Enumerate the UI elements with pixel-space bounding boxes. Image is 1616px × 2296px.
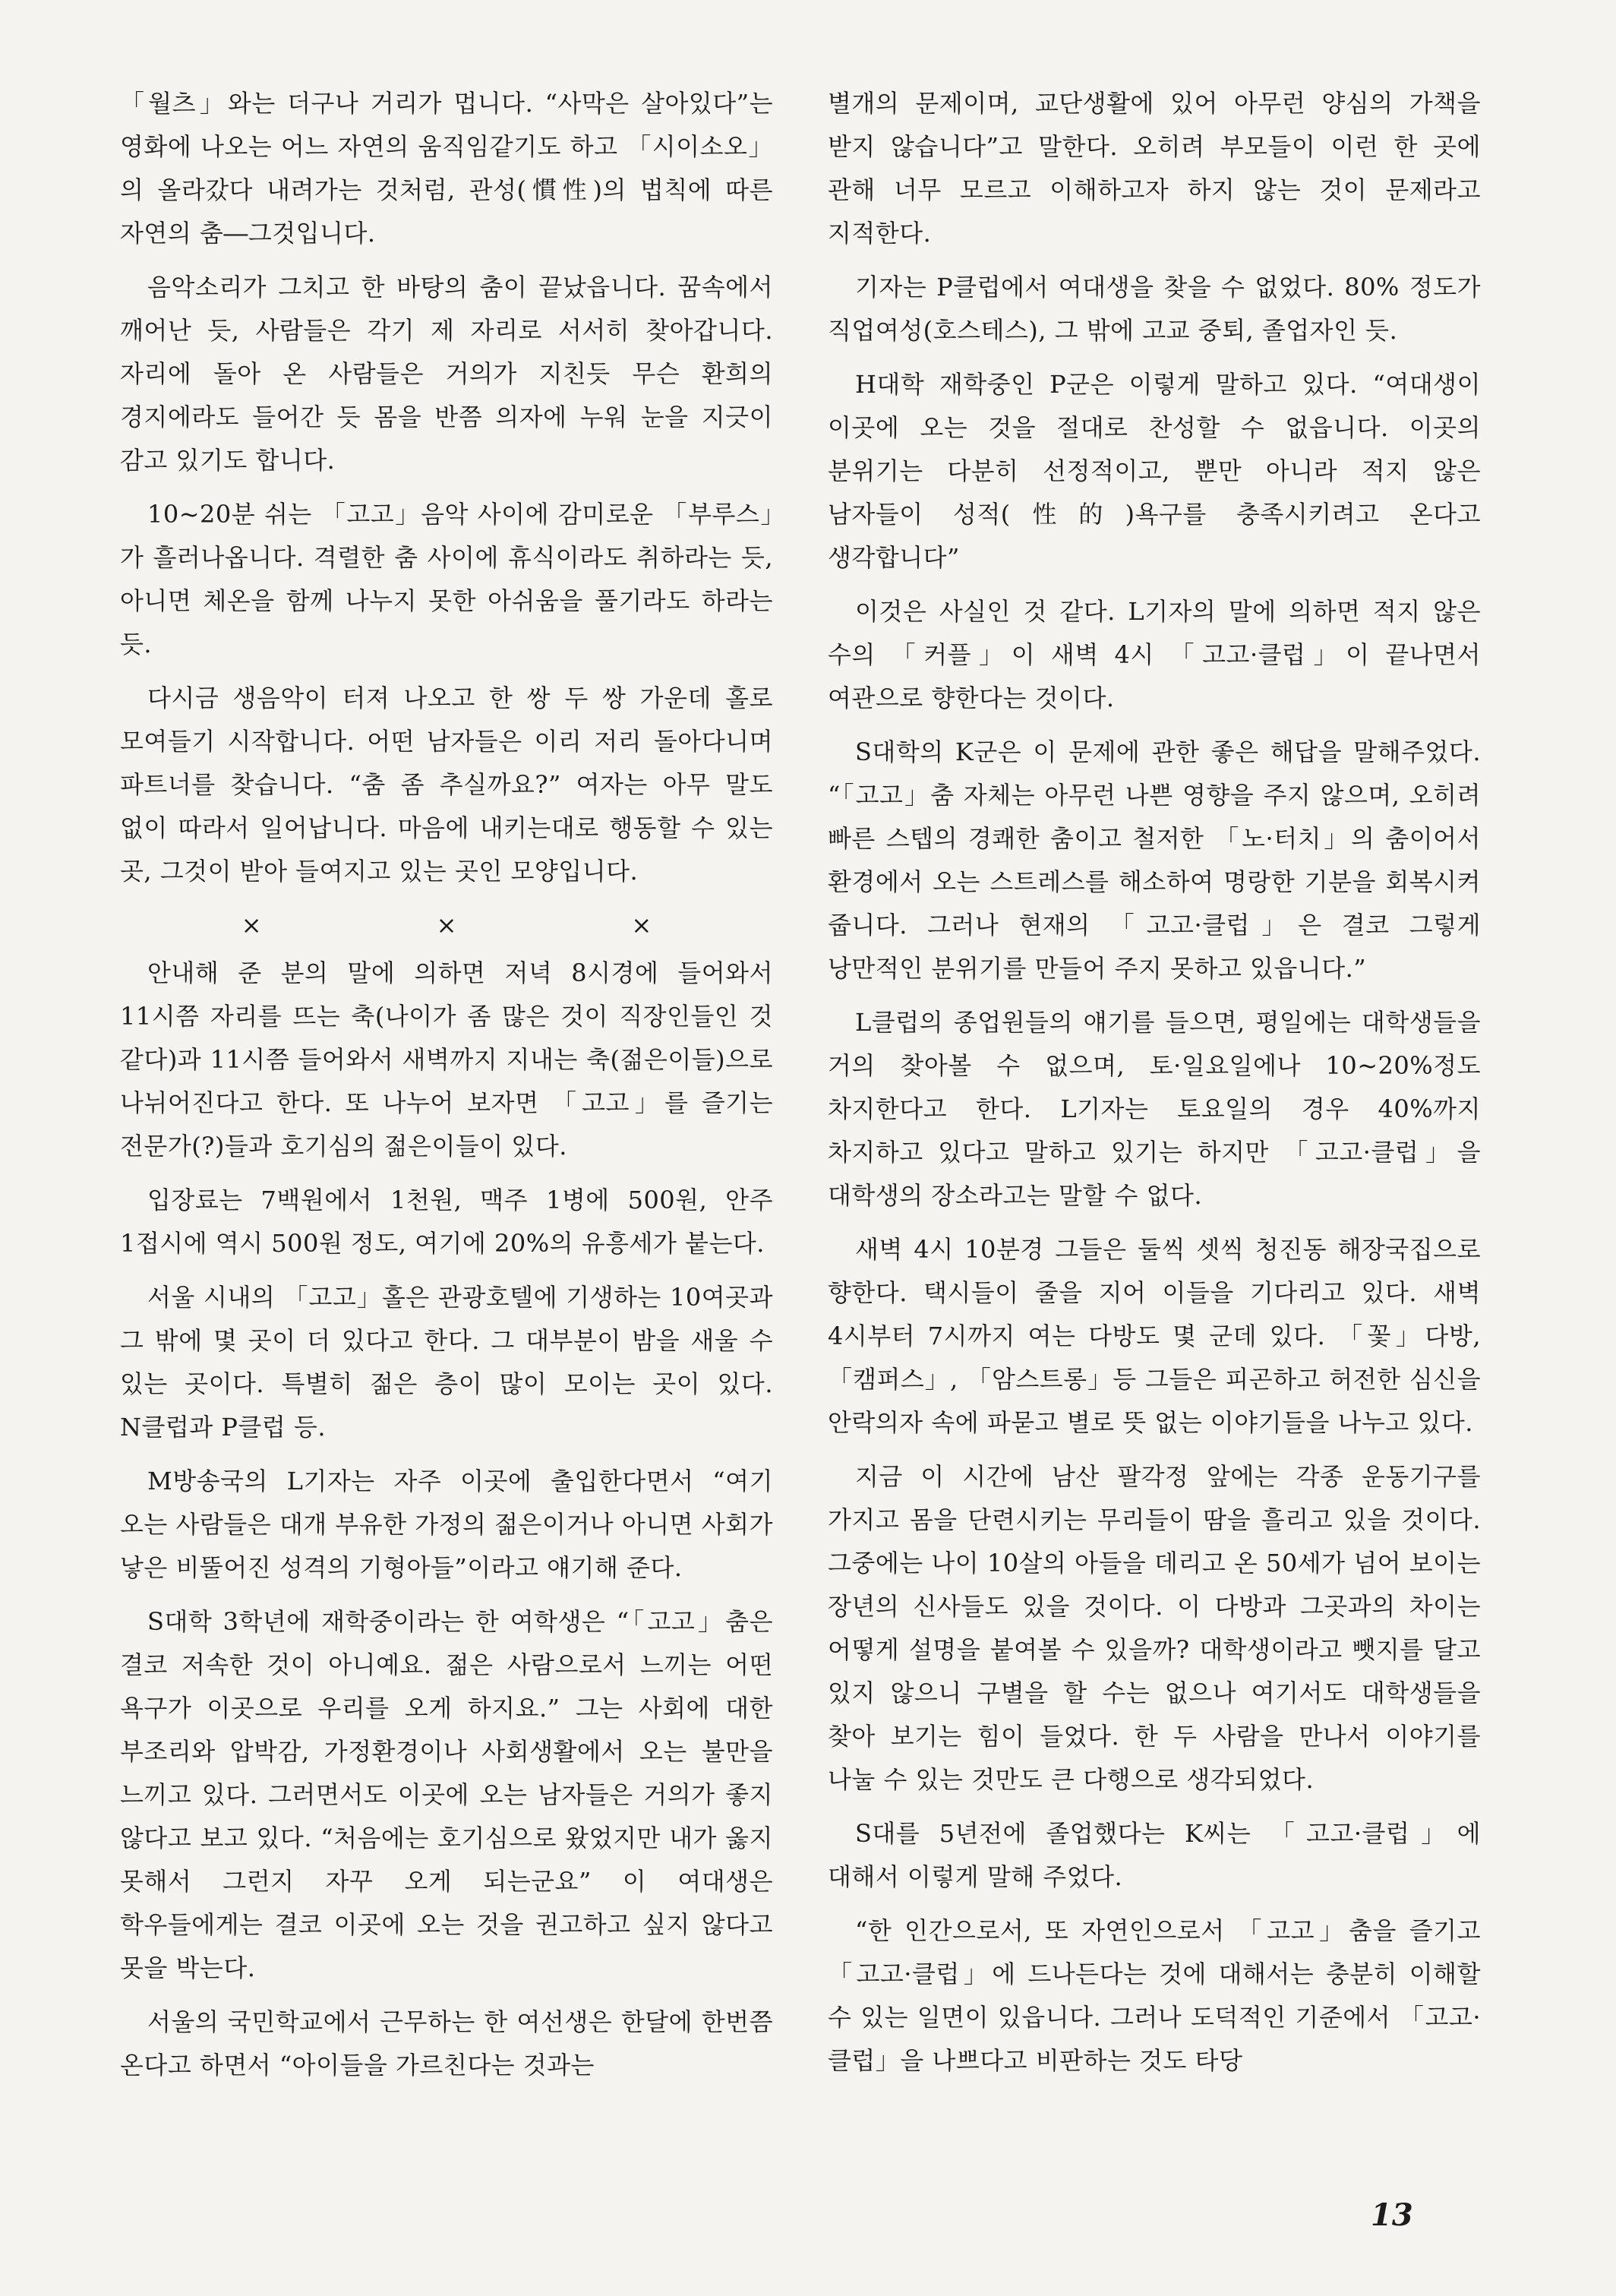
paragraph: 안내해 준 분의 말에 의하면 저녁 8시경에 들어와서 11시쯤 자리를 뜨는 축(나이가 좀 많은 것이 직장인들인 것 같다)과 11시쯤 들어와서 새벽까지 지내는 축(젊은이들)으로 나뉘어진다고 한다. 또 나누어 보자면 「고고」를 즐기는 전문가(?)들과 호기심의 젊은이들이 있다. — [120, 959, 773, 1161]
paragraph: 기자는 P클럽에서 여대생을 찾을 수 없었다. 80% 정도가 직업여성(호스테스), 그 밖에 고교 중퇴, 졸업자인 듯. — [828, 273, 1481, 345]
paragraph: 새벽 4시 10분경 그들은 둘씩 셋씩 청진동 해장국집으로 향한다. 택시들이 줄을 지어 이들을 기다리고 있다. 새벽 4시부터 7시까지 여는 다방도 몇 군데 있다. 「꽃」다방, 「캠퍼스」, 「암스트롱」등 그들은 피곤하고 허전한 심신을 안락의자 속에 파묻고 별로 뜻 없는 이야기들을 나누고 있다. — [828, 1235, 1481, 1437]
separator-mark: × — [631, 911, 652, 940]
paragraph: 지금 이 시간에 남산 팔각정 앞에는 각종 운동기구를 가지고 몸을 단련시키는 무리들이 땀을 흘리고 있을 것이다. 그중에는 나이 10살의 아들을 데리고 온 50세가 넘어 보이는 장년의 신사들도 있을 것이다. 이 다방과 그곳과의 차이는 어떻게 설명을 붙여볼 수 있을까? 대학생이라고 뺏지를 달고 있지 않으니 구별을 할 수는 없으나 여기서도 대학생들을 찾아 보기는 힘이 들었다. 한 두 사람을 만나서 이야기를 나눌 수 있는 것만도 큰 다행으로 생각되었다. — [828, 1462, 1481, 1794]
paragraph: S대학 3학년에 재학중이라는 한 여학생은 “「고고」춤은 결코 저속한 것이 아니예요. 젊은 사람으로서 느끼는 어떤 욕구가 이곳으로 우리를 오게 하지요.” 그는 사회에 대한 부조리와 압박감, 가정환경이나 사회생활에서 오는 불만을 느끼고 있다. 그러면서도 이곳에 오는 남자들은 거의가 좋지 않다고 보고 있다. “처음에는 호기심으로 왔었지만 내가 옳지 못해서 그런지 자꾸 오게 되는군요” 이 여대생은 학우들에게는 결코 이곳에 오는 것을 권고하고 싶지 않다고 못을 박는다. — [120, 1607, 773, 1982]
paragraph: 입장료는 7백원에서 1천원, 맥주 1병에 500원, 안주 1접시에 역시 500원 정도, 여기에 20%의 유흥세가 붙는다. — [120, 1186, 773, 1258]
left-column — [120, 82, 773, 2098]
paragraph: H대학 재학중인 P군은 이렇게 말하고 있다. “여대생이 이곳에 오는 것을 절대로 찬성할 수 없읍니다. 이곳의 분위기는 다분히 선정적이고, 뿐만 아니라 적지 않은 남자들이 성적(性的)욕구를 충족시키려고 온다고 생각합니다” — [828, 370, 1481, 572]
paragraph: “한 인간으로서, 또 자연인으로서 「고고」춤을 즐기고 「고고·클럽」에 드나든다는 것에 대해서는 충분히 이해할 수 있는 일면이 있읍니다. 그러나 도덕적인 기준에서 「고고·클럽」을 나쁘다고 비판하는 것도 타당 — [828, 1916, 1481, 2075]
separator-mark: × — [436, 911, 457, 940]
paragraph: S대학의 K군은 이 문제에 관한 좋은 해답을 말해주었다. “「고고」춤 자체는 아무런 나쁜 영향을 주지 않으며, 오히려 빠른 스텝의 경쾌한 춤이고 철저한 「노·터치」의 춤이어서 환경에서 오는 스트레스를 해소하여 명랑한 기분을 회복시켜 줍니다. 그러나 현재의 「고고·클럽」은 결코 그렇게 낭만적인 분위기를 만들어 주지 못하고 있읍니다.” — [828, 737, 1481, 983]
separator-mark: × — [241, 911, 262, 940]
paragraph: S대를 5년전에 졸업했다는 K씨는 「고고·클럽」에 대해서 이렇게 말해 주었다. — [828, 1819, 1481, 1891]
paragraph: 이것은 사실인 것 같다. L기자의 말에 의하면 적지 않은 수의 「커플」이 새벽 4시 「고고·클럽」이 끝나면서 여관으로 향한다는 것이다. — [828, 597, 1481, 712]
paragraph: 10~20분 쉬는 「고고」음악 사이에 감미로운 「부루스」가 흘러나옵니다. 격렬한 춤 사이에 휴식이라도 취하라는 듯, 아니면 체온을 함께 나누지 못한 아쉬움을 풀기라도 하라는 듯. — [120, 500, 773, 658]
paragraph: 「월츠」와는 더구나 거리가 멉니다. “사막은 살아있다”는 영화에 나오는 어느 자연의 움직임같기도 하고 「시이소오」의 올라갔다 내려가는 것처럼, 관성(慣性)의 법칙에 따른 자연의 춤―그것입니다. — [120, 89, 773, 248]
paragraph: L클럽의 종업원들의 얘기를 들으면, 평일에는 대학생들을 거의 찾아볼 수 없으며, 토·일요일에나 10~20%정도 차지한다고 한다. L기자는 토요일의 경우 40%까지 차지하고 있다고 말하고 있기는 하지만 「고고·클럽」을 대학생의 장소라고는 말할 수 없다. — [828, 1008, 1481, 1210]
page-number: 13 — [1371, 2197, 1413, 2233]
paragraph: M방송국의 L기자는 자주 이곳에 출입한다면서 “여기 오는 사람들은 대개 부유한 가정의 젊은이거나 아니면 사회가 낳은 비뚤어진 성격의 기형아들”이라고 얘기해 준다. — [120, 1467, 774, 1582]
right-column — [828, 82, 1481, 2093]
paragraph: 서울의 국민학교에서 근무하는 한 여선생은 한달에 한번쯤 온다고 하면서 “아이들을 가르친다는 것과는 — [120, 2007, 773, 2080]
paragraph: 별개의 문제이며, 교단생활에 있어 아무런 양심의 가책을 받지 않습니다”고 말한다. 오히려 부모들이 이런 한 곳에 관해 너무 모르고 이해하고자 하지 않는 것이 문제라고 지적한다. — [828, 89, 1481, 248]
paragraph: 다시금 생음악이 터져 나오고 한 쌍 두 쌍 가운데 홀로 모여들기 시작합니다. 어떤 남자들은 이리 저리 돌아다니며 파트너를 찾습니다. “춤 좀 추실까요?” 여자는 아무 말도 없이 따라서 일어납니다. 마음에 내키는대로 행동할 수 있는 곳, 그것이 받아 들여지고 있는 곳인 모양입니다. — [120, 684, 773, 886]
paragraph: 음악소리가 그치고 한 바탕의 춤이 끝났읍니다. 꿈속에서 깨어난 듯, 사람들은 각기 제 자리로 서서히 찾아갑니다. 자리에 돌아 온 사람들은 거의가 지친듯 무슨 환희의 경지에라도 들어간 듯 몸을 반쯤 의자에 누워 눈을 지긋이 감고 있기도 합니다. — [120, 273, 773, 475]
paragraph: 서울 시내의 「고고」홀은 관광호텔에 기생하는 10여곳과 그 밖에 몇 곳이 더 있다고 한다. 그 대부분이 밤을 새울 수 있는 곳이다. 특별히 젊은 층이 많이 모이는 곳이 있다. N클럽과 P클럽 등. — [120, 1283, 773, 1442]
section-separator — [120, 904, 773, 947]
